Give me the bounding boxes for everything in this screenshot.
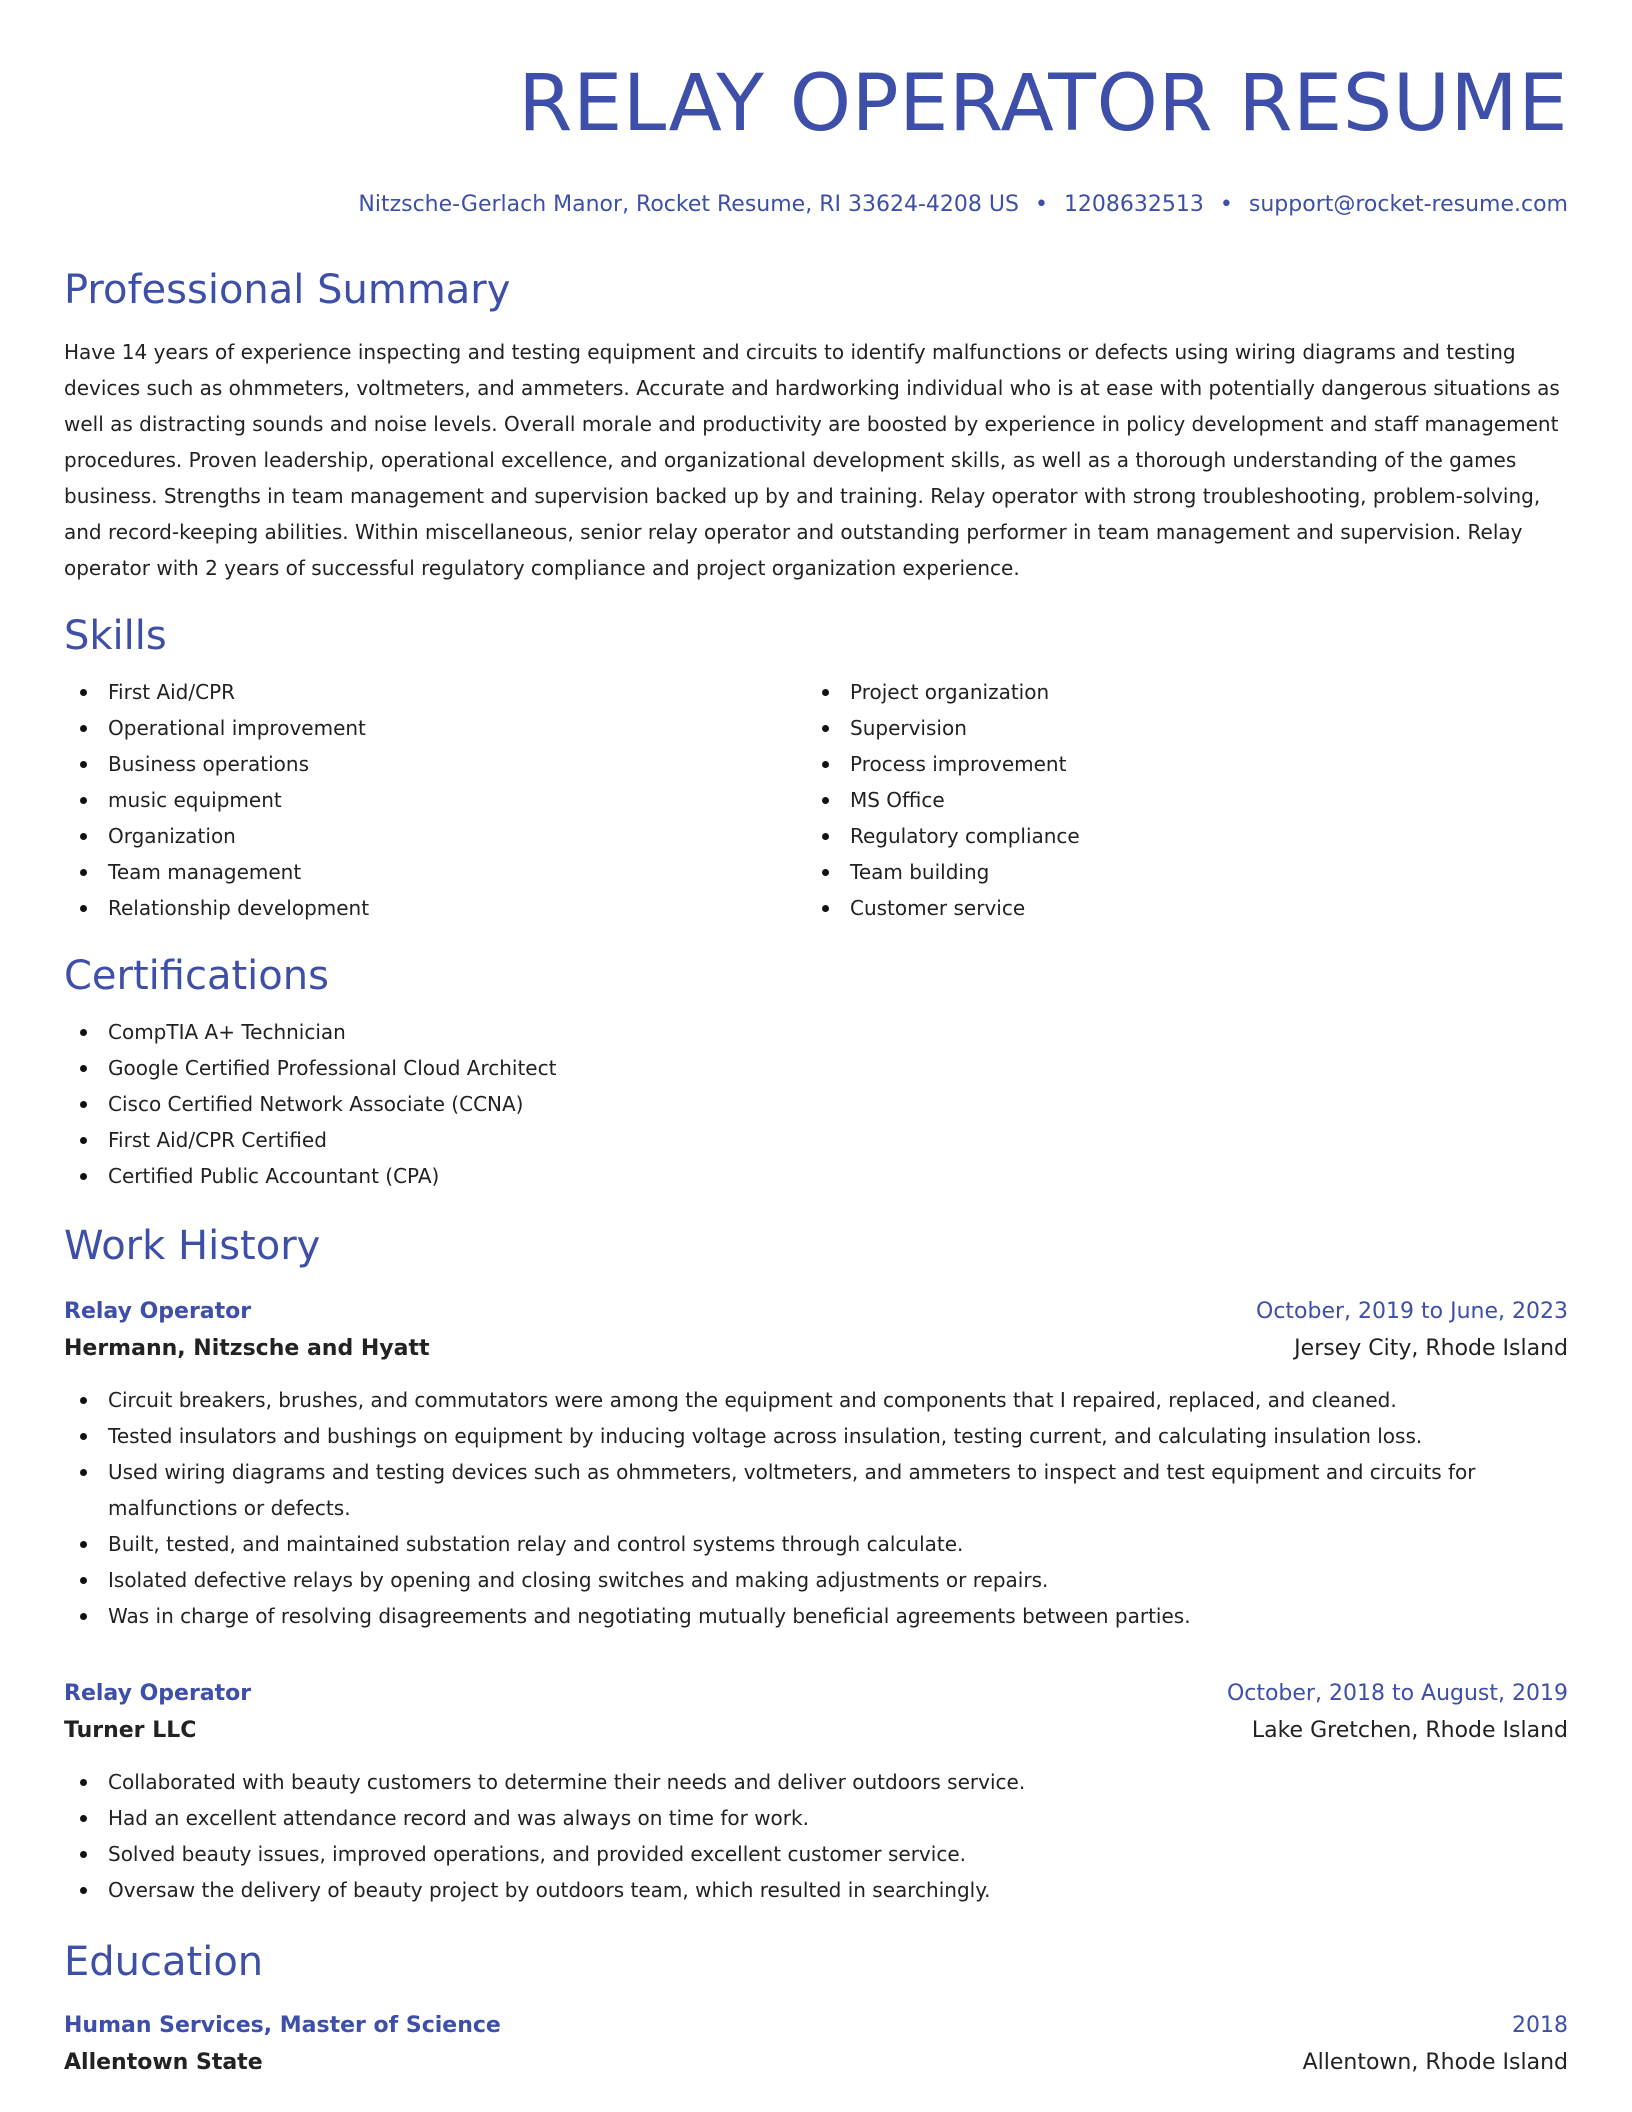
summary-text: Have 14 years of experience inspecting and testing equipment and circuits to identify malfunctions or defects using wiring diagrams and testing devices such as ohmmeters, voltmeters, and ammeters. Accurate and hardworking individual who is at ease with potentially dangerous situations as well as distracting sounds and noise levels. Overall morale and productivity are boosted by experience in policy development and staff management procedures. Proven leadership, operational excellence, and organizational development skills, as well as a thorough understanding of the games business. Strengths in team management and supervision backed up by and training. Relay operator with strong troubleshooting, problem-solving, and record-keeping abilities. Within miscellaneous, senior relay operator and outstanding performer in team management and supervision. Relay operator with 2 years of successful regulatory compliance and project organization experience. (64, 340, 1560, 580)
job-company-row (64, 1330, 1568, 1368)
job-location: Lake Gretchen, Rhode Island (1251, 1718, 1568, 1743)
job-title: Relay Operator (64, 1681, 252, 1706)
skill-item: Operational improvement (64, 710, 806, 746)
education-section (64, 1938, 1568, 2082)
contact-separator: • (1219, 192, 1233, 217)
work-history-section (64, 1222, 1568, 1908)
job-duty: Solved beauty issues, improved operations, and provided excellent customer service. (64, 1836, 1568, 1872)
education-heading: Education (64, 1939, 264, 1985)
education-school-row (64, 2044, 1568, 2082)
skills-section (64, 612, 1568, 926)
job-location: Jersey City, Rhode Island (1294, 1336, 1568, 1361)
summary-section (64, 266, 1568, 586)
education-degree: Human Services, Master of Science (64, 2013, 501, 2038)
skill-item: Relationship development (64, 890, 806, 926)
certifications-heading: Certifications (64, 953, 329, 999)
job-duty: Oversaw the delivery of beauty project by outdoors team, which resulted in searchingly. (64, 1872, 1568, 1908)
job-duty: Built, tested, and maintained substation relay and control systems through calculate. (64, 1526, 1568, 1562)
job-title-row (64, 1294, 1568, 1330)
job-duties-list (64, 1764, 1568, 1908)
job-company: Turner LLC (64, 1718, 197, 1743)
contact-separator: • (1034, 192, 1048, 217)
skill-item: music equipment (64, 782, 806, 818)
skills-list-right (806, 674, 1566, 926)
job-entry (64, 1676, 1568, 1908)
job-duty: Tested insulators and bushings on equipment by inducing voltage across insulation, testing current, and calculating insulation loss. (64, 1418, 1568, 1454)
education-year: 2018 (1512, 2013, 1568, 2038)
job-dates: October, 2018 to August, 2019 (1226, 1681, 1568, 1706)
certification-item: CompTIA A+ Technician (64, 1014, 1568, 1050)
skills-heading: Skills (64, 613, 167, 659)
skills-grid (64, 674, 1568, 926)
contact-line (64, 190, 1568, 220)
certification-item: Cisco Certified Network Associate (CCNA) (64, 1086, 1568, 1122)
education-degree-row (64, 2008, 1568, 2044)
contact-phone: 1208632513 (1063, 192, 1204, 217)
job-duty: Collaborated with beauty customers to determine their needs and deliver outdoors service. (64, 1764, 1568, 1800)
resume-title: RELAY OPERATOR RESUME (518, 59, 1568, 149)
job-duty: Used wiring diagrams and testing devices such as ohmmeters, voltmeters, and ammeters to inspect and test equipment and circuits for malfunctions or defects. (64, 1454, 1568, 1526)
job-title: Relay Operator (64, 1299, 252, 1324)
skill-item: Organization (64, 818, 806, 854)
summary-heading: Professional Summary (64, 267, 511, 313)
skills-list-left (64, 674, 806, 926)
job-title-row (64, 1676, 1568, 1712)
certification-item: Google Certified Professional Cloud Architect (64, 1050, 1568, 1086)
skill-item: Team management (64, 854, 806, 890)
job-entry (64, 1294, 1568, 1634)
job-duty: Had an excellent attendance record and was always on time for work. (64, 1800, 1568, 1836)
skill-item: First Aid/CPR (64, 674, 806, 710)
contact-address: Nitzsche-Gerlach Manor, Rocket Resume, RI 33624-4208 US (358, 192, 1019, 217)
job-duty: Isolated defective relays by opening and closing switches and making adjustments or repairs. (64, 1562, 1568, 1598)
skill-item: Supervision (806, 710, 1566, 746)
job-duties-list (64, 1382, 1568, 1634)
skill-item: Customer service (806, 890, 1566, 926)
job-company-row (64, 1712, 1568, 1750)
resume-header (64, 56, 1568, 220)
skill-item: Regulatory compliance (806, 818, 1566, 854)
certifications-list (64, 1014, 1568, 1194)
skill-item: Team building (806, 854, 1566, 890)
education-location: Allentown, Rhode Island (1302, 2050, 1568, 2075)
job-dates: October, 2019 to June, 2023 (1256, 1299, 1568, 1324)
job-company: Hermann, Nitzsche and Hyatt (64, 1336, 430, 1361)
skill-item: Process improvement (806, 746, 1566, 782)
contact-email: support@rocket-resume.com (1248, 192, 1568, 217)
skill-item: MS Office (806, 782, 1566, 818)
certifications-section (64, 952, 1568, 1194)
skill-item: Business operations (64, 746, 806, 782)
work-history-heading: Work History (64, 1223, 321, 1269)
certification-item: First Aid/CPR Certified (64, 1122, 1568, 1158)
certification-item: Certified Public Accountant (CPA) (64, 1158, 1568, 1194)
skill-item: Project organization (806, 674, 1566, 710)
education-entry (64, 2008, 1568, 2082)
education-school: Allentown State (64, 2050, 263, 2075)
job-duty: Was in charge of resolving disagreements and negotiating mutually beneficial agreements between parties. (64, 1598, 1568, 1634)
job-duty: Circuit breakers, brushes, and commutators were among the equipment and components that I repaired, replaced, and cleaned. (64, 1382, 1568, 1418)
